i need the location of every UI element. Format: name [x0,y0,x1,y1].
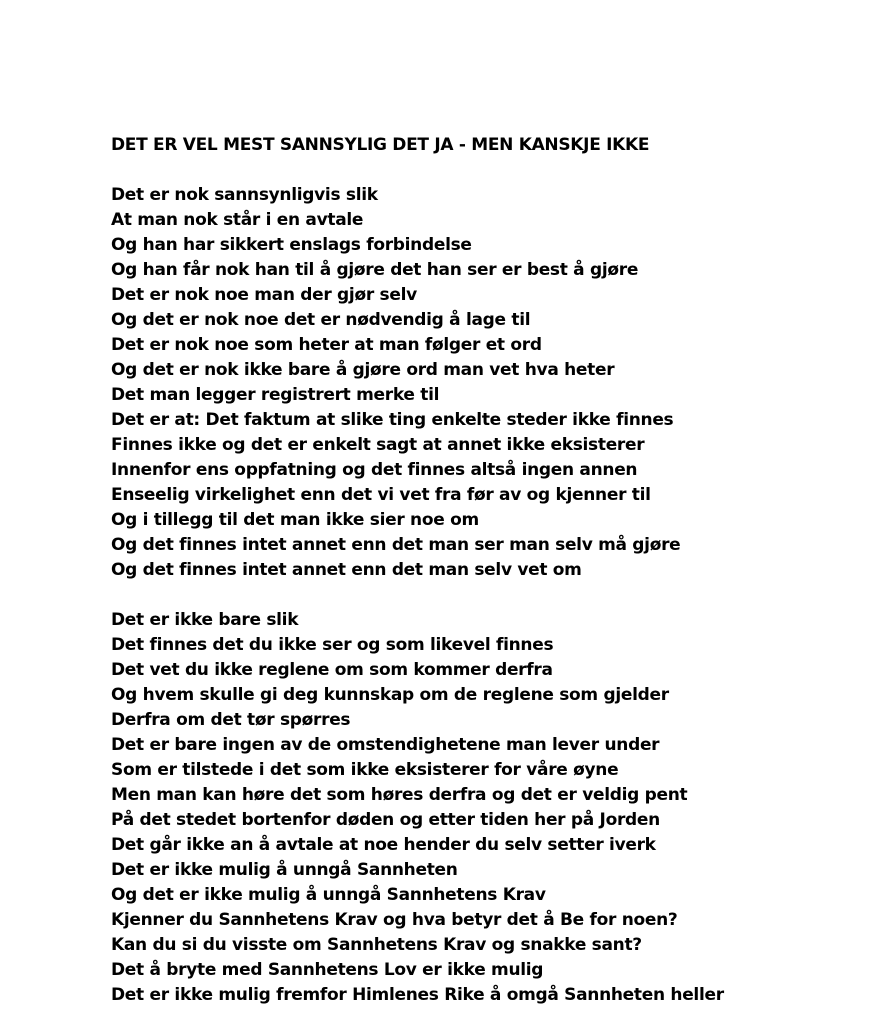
poem-line: Det vet du ikke reglene om som kommer derfra [111,660,553,680]
poem-line: Og det er nok ikke bare å gjøre ord man vet hva heter [111,360,615,380]
poem-line: Og det er ikke mulig å unngå Sannhetens Krav [111,885,546,905]
poem-line: Finnes ikke og det er enkelt sagt at annet ikke eksisterer [111,435,645,455]
document-title: DET ER VEL MEST SANNSYLIG DET JA - MEN KANSKJE IKKE [111,135,650,155]
poem-line: Men man kan høre det som høres derfra og det er veldig pent [111,785,688,805]
poem-line: Det er nok noe man der gjør selv [111,285,417,305]
poem-line: Og det er nok noe det er nødvendig å lage til [111,310,531,330]
poem-line: Det er ikke mulig fremfor Himlenes Rike å omgå Sannheten heller [111,985,724,1005]
poem-line: Det finnes det du ikke ser og som likevel finnes [111,635,554,655]
poem-line: Kan du si du visste om Sannhetens Krav og snakke sant? [111,935,642,955]
poem-line: Det å bryte med Sannhetens Lov er ikke mulig [111,960,544,980]
poem-line: Kjenner du Sannhetens Krav og hva betyr det å Be for noen? [111,910,678,930]
poem-line: Derfra om det tør spørres [111,710,351,730]
poem-line: Enseelig virkelighet enn det vi vet fra før av og kjenner til [111,485,651,505]
poem-line: Og hvem skulle gi deg kunnskap om de reglene som gjelder [111,685,669,705]
poem-line: Det er bare ingen av de omstendighetene man lever under [111,735,660,755]
poem-line: Det går ikke an å avtale at noe hender du selv setter iverk [111,835,656,855]
poem-line: Og i tillegg til det man ikke sier noe om [111,510,479,530]
poem-line: Det man legger registrert merke til [111,385,440,405]
poem-line: Og det finnes intet annet enn det man selv vet om [111,560,582,580]
poem-line: Og han har sikkert enslags forbindelse [111,235,472,255]
poem-line: Innenfor ens oppfatning og det finnes altså ingen annen [111,460,638,480]
poem-line: Det er nok noe som heter at man følger et ord [111,335,542,355]
poem-line: Det er at: Det faktum at slike ting enkelte steder ikke finnes [111,410,674,430]
poem-line: Og det finnes intet annet enn det man ser man selv må gjøre [111,535,681,555]
poem-line: Det er nok sannsynligvis slik [111,185,378,205]
stanza-1 [111,183,851,583]
poem-line: At man nok står i en avtale [111,210,364,230]
document-body [111,133,851,1008]
poem-line: Som er tilstede i det som ikke eksisterer for våre øyne [111,760,619,780]
poem-line: Det er ikke mulig å unngå Sannheten [111,860,458,880]
stanza-2 [111,608,851,1008]
poem-line: På det stedet bortenfor døden og etter tiden her på Jorden [111,810,660,830]
poem-line: Det er ikke bare slik [111,610,299,630]
poem-line: Og han får nok han til å gjøre det han ser er best å gjøre [111,260,639,280]
